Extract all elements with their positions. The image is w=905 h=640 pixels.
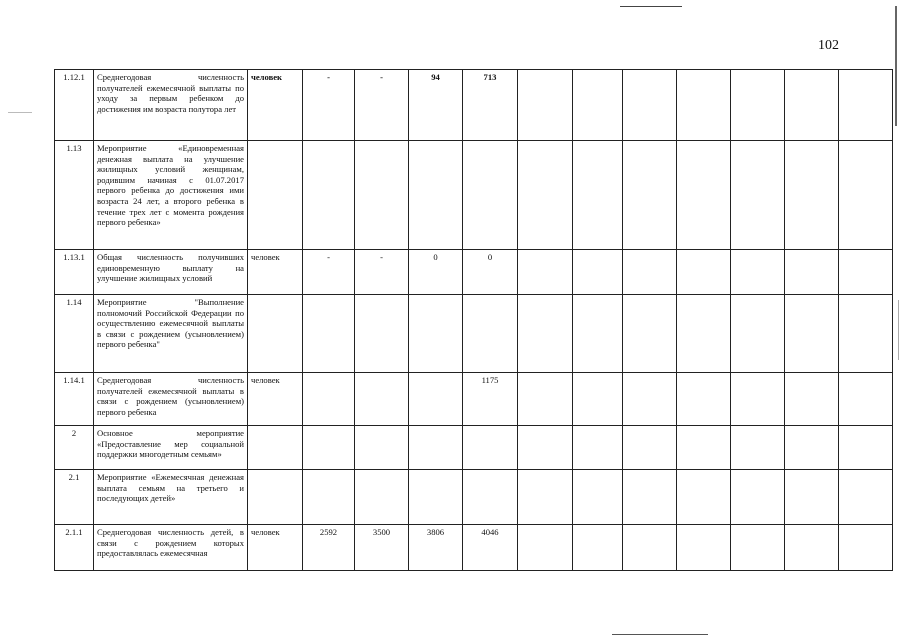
value-cell — [409, 373, 463, 426]
empty-cell — [623, 295, 677, 373]
unit-cell — [248, 470, 303, 525]
empty-cell — [839, 70, 893, 141]
empty-cell — [573, 295, 623, 373]
value-cell: 0 — [463, 250, 518, 295]
table-row — [55, 141, 893, 250]
empty-cell — [573, 470, 623, 525]
empty-cell — [623, 141, 677, 250]
empty-cell — [518, 70, 573, 141]
empty-cell — [731, 470, 785, 525]
empty-cell — [785, 525, 839, 571]
table-row — [55, 295, 893, 373]
empty-cell — [839, 525, 893, 571]
empty-cell — [518, 373, 573, 426]
empty-cell — [573, 70, 623, 141]
indicator-name: Среднегодовая численность детей, в связи с рождением которых предоставлялась ежемесячная — [94, 525, 248, 571]
table-row — [55, 373, 893, 426]
unit-cell: человек — [248, 373, 303, 426]
unit-cell: человек — [248, 250, 303, 295]
value-cell — [355, 141, 409, 250]
empty-cell — [677, 295, 731, 373]
empty-cell — [518, 525, 573, 571]
empty-cell — [623, 373, 677, 426]
empty-cell — [839, 141, 893, 250]
empty-cell — [518, 295, 573, 373]
value-cell: 3500 — [355, 525, 409, 571]
row-number: 2.1.1 — [55, 525, 94, 571]
empty-cell — [573, 426, 623, 470]
indicator-name: Основное мероприятие «Предоставление мер социальной поддержки многодетным семьям» — [94, 426, 248, 470]
empty-cell — [623, 250, 677, 295]
empty-cell — [677, 141, 731, 250]
value-cell — [303, 426, 355, 470]
unit-cell — [248, 141, 303, 250]
empty-cell — [677, 250, 731, 295]
empty-cell — [677, 426, 731, 470]
top-rule — [620, 6, 682, 7]
empty-cell — [785, 373, 839, 426]
empty-cell — [731, 70, 785, 141]
unit-cell: человек — [248, 525, 303, 571]
empty-cell — [623, 470, 677, 525]
row-number: 1.14.1 — [55, 373, 94, 426]
row-number: 1.13.1 — [55, 250, 94, 295]
value-cell — [303, 470, 355, 525]
page-number: 102 — [818, 38, 839, 53]
table-row — [55, 250, 893, 295]
value-cell — [355, 295, 409, 373]
value-cell — [303, 141, 355, 250]
table-row — [55, 525, 893, 571]
value-cell: 4046 — [463, 525, 518, 571]
empty-cell — [573, 373, 623, 426]
table-row — [55, 70, 893, 141]
value-cell — [463, 426, 518, 470]
value-cell: - — [355, 70, 409, 141]
empty-cell — [839, 250, 893, 295]
empty-cell — [677, 373, 731, 426]
value-cell — [463, 470, 518, 525]
value-cell — [409, 426, 463, 470]
empty-cell — [785, 470, 839, 525]
empty-cell — [677, 525, 731, 571]
empty-cell — [677, 470, 731, 525]
value-cell — [355, 426, 409, 470]
empty-cell — [731, 373, 785, 426]
table-row — [55, 426, 893, 470]
value-cell: - — [303, 70, 355, 141]
row-number: 1.14 — [55, 295, 94, 373]
empty-cell — [573, 141, 623, 250]
row-number: 1.12.1 — [55, 70, 94, 141]
binding-edge-mark — [898, 300, 899, 360]
value-cell — [303, 373, 355, 426]
empty-cell — [731, 250, 785, 295]
value-cell — [463, 141, 518, 250]
empty-cell — [518, 250, 573, 295]
empty-cell — [518, 141, 573, 250]
table-row — [55, 470, 893, 525]
value-cell: - — [355, 250, 409, 295]
empty-cell — [518, 426, 573, 470]
indicator-name: Мероприятие "Выполнение полномочий Российской Федерации по осуществлению ежемесячной выплаты в связи с рождением (усыновлением) первого ребенка" — [94, 295, 248, 373]
value-cell: 1175 — [463, 373, 518, 426]
empty-cell — [839, 295, 893, 373]
empty-cell — [573, 250, 623, 295]
binding-edge-mark — [895, 6, 897, 126]
empty-cell — [623, 426, 677, 470]
empty-cell — [677, 70, 731, 141]
unit-cell: человек — [248, 70, 303, 141]
empty-cell — [731, 141, 785, 250]
empty-cell — [623, 525, 677, 571]
row-number: 2 — [55, 426, 94, 470]
indicator-name: Среднегодовая численность получателей ежемесячной выплаты в связи с рождением (усыновлением) первого ребенка — [94, 373, 248, 426]
value-cell — [409, 470, 463, 525]
row-number: 2.1 — [55, 470, 94, 525]
indicator-name: Мероприятие «Единовременная денежная выплата на улучшение жилищных условий женщинам, родившим начиная с 01.07.2017 первого ребенка до достижения ими возраста 24 лет, а второго ребенка в течение трех лет с момента рождения первого ребенка» — [94, 141, 248, 250]
value-cell — [463, 295, 518, 373]
empty-cell — [839, 373, 893, 426]
value-cell — [409, 295, 463, 373]
indicator-name: Мероприятие «Ежемесячная денежная выплата семьям на третьего и последующих детей» — [94, 470, 248, 525]
value-cell: 713 — [463, 70, 518, 141]
value-cell — [355, 373, 409, 426]
empty-cell — [785, 250, 839, 295]
value-cell — [303, 295, 355, 373]
empty-cell — [731, 426, 785, 470]
empty-cell — [623, 70, 677, 141]
indicator-name: Среднегодовая численность получателей ежемесячной выплаты по уходу за первым ребенком до достижения им возраста полутора лет — [94, 70, 248, 141]
indicator-table — [54, 69, 893, 571]
empty-cell — [785, 426, 839, 470]
row-number: 1.13 — [55, 141, 94, 250]
unit-cell — [248, 295, 303, 373]
empty-cell — [785, 295, 839, 373]
empty-cell — [839, 470, 893, 525]
bottom-rule — [612, 634, 708, 635]
empty-cell — [731, 525, 785, 571]
value-cell: - — [303, 250, 355, 295]
empty-cell — [573, 525, 623, 571]
empty-cell — [731, 295, 785, 373]
indicator-name: Общая численность получивших единовременную выплату на улучшение жилищных условий — [94, 250, 248, 295]
unit-cell — [248, 426, 303, 470]
value-cell: 0 — [409, 250, 463, 295]
value-cell: 3806 — [409, 525, 463, 571]
empty-cell — [785, 70, 839, 141]
empty-cell — [839, 426, 893, 470]
value-cell: 94 — [409, 70, 463, 141]
value-cell: 2592 — [303, 525, 355, 571]
empty-cell — [785, 141, 839, 250]
empty-cell — [518, 470, 573, 525]
scan-artifact — [8, 112, 32, 113]
value-cell — [355, 470, 409, 525]
value-cell — [409, 141, 463, 250]
